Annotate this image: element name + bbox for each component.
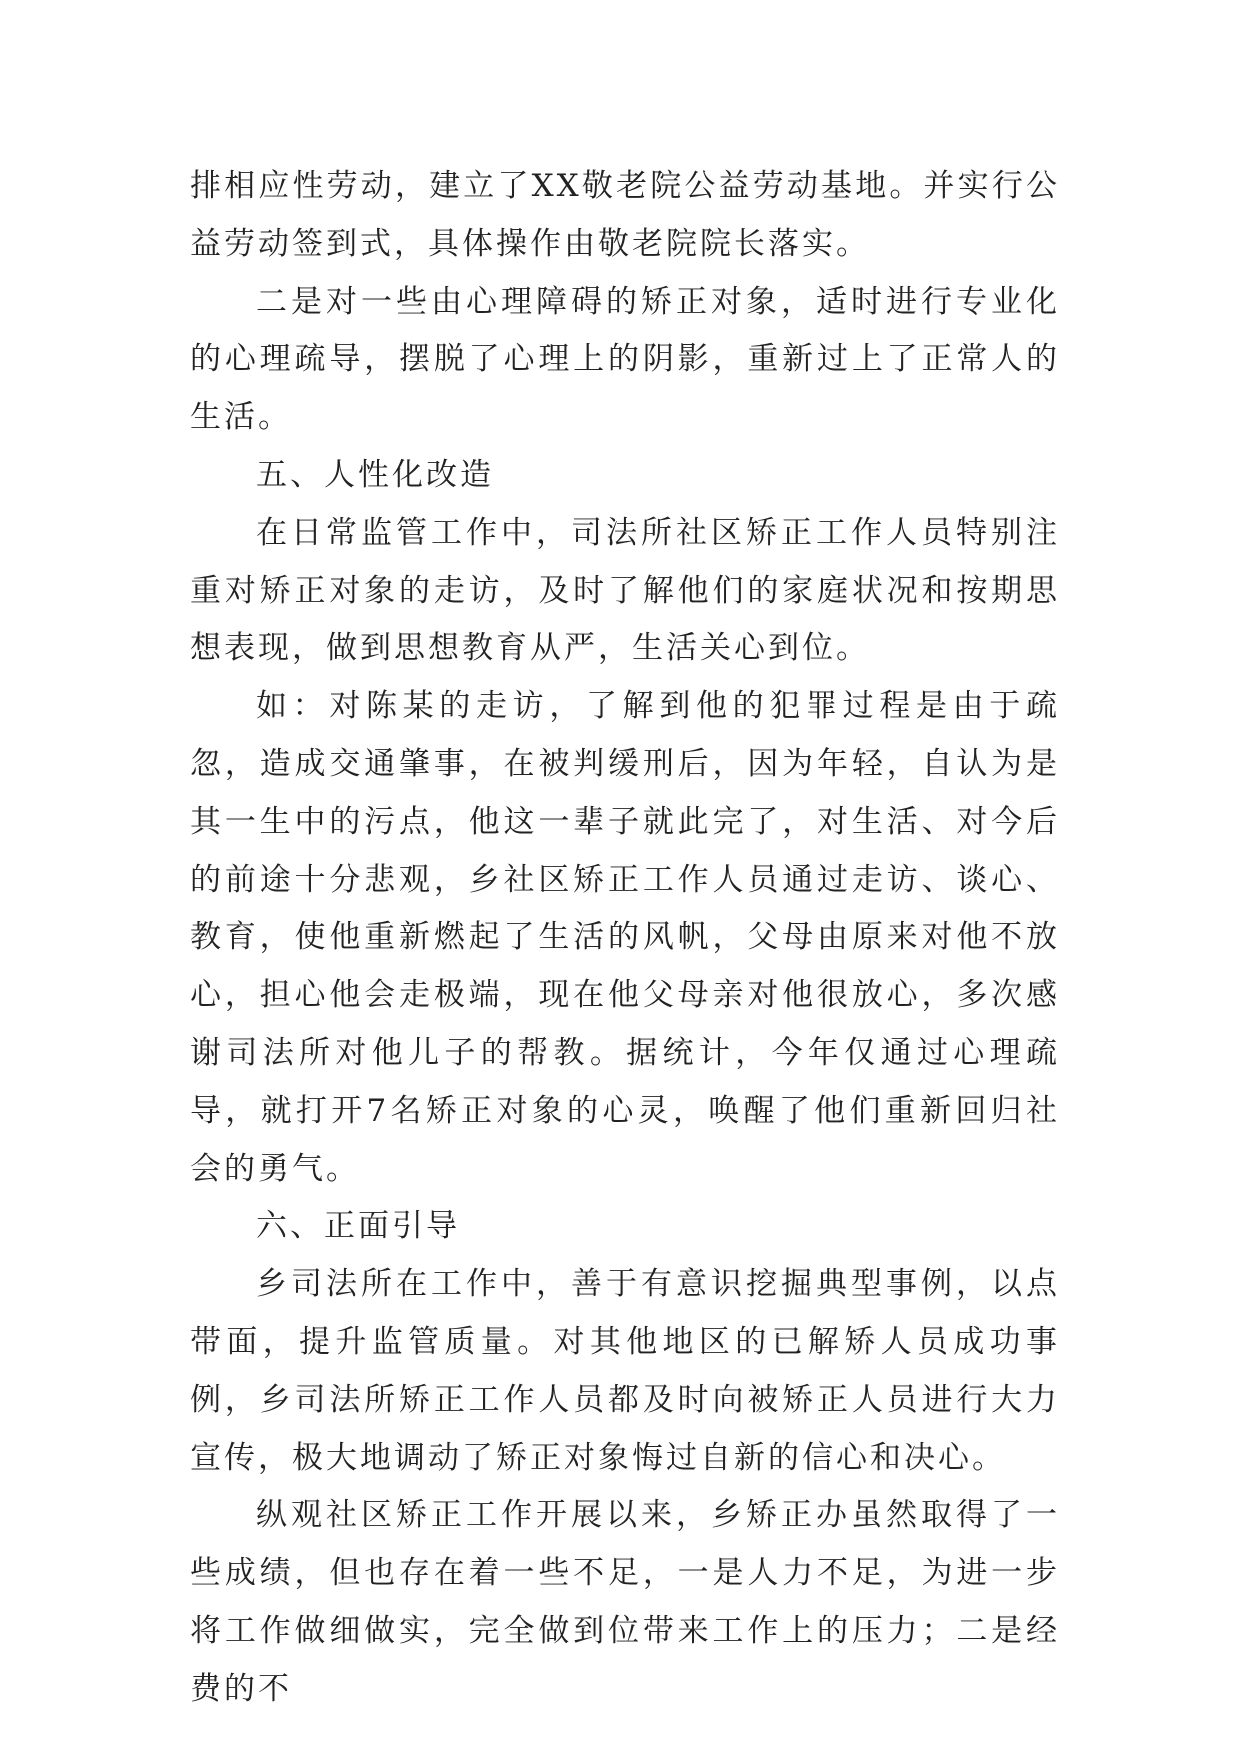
paragraph-daily-supervision: 在日常监管工作中，司法所社区矫正工作人员特别注重对矫正对象的走访，及时了解他们的家庭状况和按期思想表现，做到思想教育从严，生活关心到位。 [190,514,1060,667]
paragraph-psychological-counseling: 二是对一些由心理障碍的矫正对象，适时进行专业化的心理疏导，摆脱了心理上的阴影，重新过上了正常人的生活。 [190,283,1060,436]
paragraph-summary-shortcomings: 纵观社区矫正工作开展以来，乡矫正办虽然取得了一些成绩，但也存在着一些不足，一是人力不足，为进一步将工作做细做实，完全做到位带来工作上的压力；二是经费的不 [190,1497,1060,1707]
section-heading-humanized-reform: 五、人性化改造 [256,456,494,493]
document-page [190,158,1060,1719]
paragraph-case-example: 如：对陈某的走访，了解到他的犯罪过程是由于疏忽，造成交通肇事，在被判缓刑后，因为年轻，自认为是其一生中的污点，他这一辈子就此完了，对生活、对今后的前途十分悲观，乡社区矫正工作人员通过走访、谈心、教育，使他重新燃起了生活的风帆，父母由原来对他不放心，担心他会走极端，现在他父母亲对他很放心，多次感谢司法所对他儿子的帮教。据统计，今年仅通过心理疏导，就打开7名矫正对象的心灵，唤醒了他们重新回归社会的勇气。 [190,688,1060,1187]
paragraph-continuation: 排相应性劳动，建立了XX敬老院公益劳动基地。并实行公益劳动签到式，具体操作由敬老院院长落实。 [190,168,1060,262]
paragraph-typical-examples: 乡司法所在工作中，善于有意识挖掘典型事例，以点带面，提升监管质量。对其他地区的已解矫人员成功事例，乡司法所矫正工作人员都及时向被矫正人员进行大力宣传，极大地调动了矫正对象悔过自新的信心和决心。 [190,1266,1060,1476]
section-heading-positive-guidance: 六、正面引导 [256,1208,460,1245]
